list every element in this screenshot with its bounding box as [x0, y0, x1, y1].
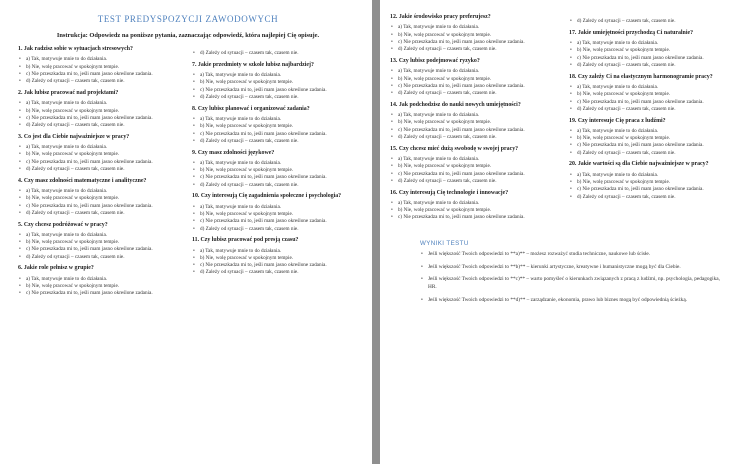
- page-1-left-column: [18, 46, 184, 302]
- question-title: 4. Czy masz zdolności matematyczne i analityczne?: [18, 177, 147, 184]
- question-5: [18, 222, 184, 261]
- answer-option-c[interactable]: • c) Nie przeszkadza mi to, jeśli mam jasno określone zadania.: [192, 131, 358, 138]
- answer-option-b[interactable]: • b) Nie, wolę pracować w spokojnym tempie.: [18, 108, 184, 115]
- question-title: 19. Czy interesuje Cię praca z ludźmi?: [569, 117, 666, 124]
- question-title: 16. Czy interesują Cię technologie i innowacje?: [390, 189, 509, 196]
- answer-option-b[interactable]: • b) Nie, wolę pracować w spokojnym tempie.: [569, 47, 740, 54]
- document-page-1: [0, 0, 372, 464]
- answer-option-d[interactable]: • d) Zależy od sytuacji – czasem tak, czasem nie.: [569, 194, 740, 201]
- answer-option-a[interactable]: • a) Tak, motywuje mnie to do działania.: [390, 68, 561, 75]
- answer-option-c[interactable]: • c) Nie przeszkadza mi to, jeśli mam jasno określone zadania.: [18, 159, 184, 166]
- answer-option-a[interactable]: • a) Tak, motywuje mnie to do działania.: [569, 40, 740, 47]
- question-2: [18, 90, 184, 129]
- question-12: [390, 14, 561, 53]
- answer-option-d[interactable]: • d) Zależy od sytuacji – czasem tak, czasem nie.: [18, 254, 184, 261]
- answer-option-c[interactable]: • c) Nie przeszkadza mi to, jeśli mam jasno określone zadania.: [18, 115, 184, 122]
- answer-option-d[interactable]: • d) Zależy od sytuacji – czasem tak, czasem nie.: [192, 226, 358, 233]
- answer-option-d[interactable]: • d) Zależy od sytuacji – czasem tak, czasem nie.: [18, 166, 184, 173]
- answer-option-b[interactable]: • b) Nie, wolę pracować w spokojnym tempie.: [569, 179, 740, 186]
- test-results-section: [420, 240, 720, 304]
- instruction-text: Instrukcja: Odpowiedz na poniższe pytania, zaznaczając odpowiedź, która najlepiej Cię opisuje.: [56, 32, 320, 39]
- answer-option-b[interactable]: • b) Nie, wolę pracować w spokojnym tempie.: [18, 64, 184, 71]
- answer-option-b[interactable]: • b) Nie, wolę pracować w spokojnym tempie.: [569, 135, 740, 142]
- question-10: [192, 193, 358, 232]
- question-20: [569, 161, 740, 200]
- answer-option-c[interactable]: • c) Nie przeszkadza mi to, jeśli mam jasno określone zadania.: [18, 203, 184, 210]
- question-title: 12. Jakie środowisko pracy preferujesz?: [390, 14, 491, 20]
- question-title: 1. Jak radzisz sobie w sytuacjach stresowych?: [18, 46, 133, 52]
- answer-option-a[interactable]: • a) Tak, motywuje mnie to do działania.: [390, 200, 561, 207]
- answer-option-a[interactable]: • a) Tak, motywuje mnie to do działania.: [18, 188, 184, 195]
- question-6-continued: [192, 50, 358, 57]
- question-title: 15. Czy chcesz mieć dużą swobodę w swojej pracy?: [390, 145, 519, 152]
- page-2-right-column: [569, 14, 740, 226]
- answer-option-b[interactable]: • b) Nie, wolę pracować w spokojnym tempie.: [390, 76, 561, 83]
- answer-option-c[interactable]: • c) Nie przeszkadza mi to, jeśli mam jasno określone zadania.: [569, 99, 740, 106]
- answer-option-a[interactable]: • a) Tak, motywuje mnie to do działania.: [192, 160, 358, 167]
- answer-option-d[interactable]: • d) Zależy od sytuacji – czasem tak, czasem nie.: [390, 178, 561, 185]
- question-11: [192, 237, 358, 276]
- answer-option-b[interactable]: • b) Nie, wolę pracować w spokojnym tempie.: [192, 255, 358, 262]
- answer-option-a[interactable]: • a) Tak, motywuje mnie to do działania.: [192, 204, 358, 211]
- question-title: 6. Jakie role pełnisz w grupie?: [18, 265, 94, 272]
- question-title: 13. Czy lubisz podejmować ryzyko?: [390, 57, 480, 64]
- question-17: [569, 30, 740, 69]
- answer-option-c[interactable]: • c) Nie przeszkadza mi to, jeśli mam jasno określone zadania.: [18, 71, 184, 78]
- question-9: [192, 150, 358, 189]
- question-4: [18, 178, 184, 217]
- answer-option-b[interactable]: • b) Nie, wolę pracować w spokojnym tempie.: [18, 239, 184, 246]
- answer-option-d[interactable]: • d) Zależy od sytuacji – czasem tak, czasem nie.: [390, 46, 561, 53]
- question-15: [390, 146, 561, 185]
- question-title: 14. Jak podchodzisz do nauki nowych umiejętności?: [390, 101, 521, 108]
- answer-option-b[interactable]: • b) Nie, wolę pracować w spokojnym tempie.: [390, 207, 561, 214]
- answer-option-a[interactable]: • a) Tak, motywuje mnie to do działania.: [569, 172, 740, 179]
- answer-option-a[interactable]: • a) Tak, motywuje mnie to do działania.: [18, 100, 184, 107]
- answer-option-d[interactable]: • d) Zależy od sytuacji – czasem tak, czasem nie.: [18, 122, 184, 129]
- answer-option-b[interactable]: • b) Nie, wolę pracować w spokojnym tempie.: [569, 91, 740, 98]
- answer-option-d[interactable]: • d) Zależy od sytuacji – czasem tak, czasem nie.: [569, 106, 740, 113]
- answer-option-b[interactable]: • b) Nie, wolę pracować w spokojnym tempie.: [18, 151, 184, 158]
- answer-option-a[interactable]: • a) Tak, motywuje mnie to do działania.: [192, 116, 358, 123]
- answer-option-a[interactable]: • a) Tak, motywuje mnie to do działania.: [18, 232, 184, 239]
- answer-option-b[interactable]: • b) Nie, wolę pracować w spokojnym tempie.: [18, 195, 184, 202]
- question-title: 11. Czy lubisz pracować pod presją czasu?: [192, 237, 299, 244]
- answer-option-c[interactable]: • c) Nie przeszkadza mi to, jeśli mam jasno określone zadania.: [569, 142, 740, 149]
- answer-option-a[interactable]: • a) Tak, motywuje mnie to do działania.: [390, 24, 561, 31]
- answer-option-d[interactable]: • d) Zależy od sytuacji – czasem tak, czasem nie.: [18, 210, 184, 217]
- page-2-left-column: [390, 14, 561, 226]
- question-18: [569, 74, 740, 113]
- answer-option-d[interactable]: • d) Zależy od sytuacji – czasem tak, czasem nie.: [192, 94, 358, 101]
- question-title: 9. Czy masz zdolności językowe?: [192, 149, 275, 156]
- answer-option-c[interactable]: • c) Nie przeszkadza mi to, jeśli mam jasno określone zadania.: [390, 83, 561, 90]
- answer-option-d[interactable]: • d) Zależy od sytuacji – czasem tak, czasem nie.: [192, 138, 358, 145]
- answer-option-a[interactable]: • a) Tak, motywuje mnie to do działania.: [192, 72, 358, 79]
- answer-option-a[interactable]: • a) Tak, motywuje mnie to do działania.: [18, 56, 184, 63]
- answer-option-b[interactable]: • b) Nie, wolę pracować w spokojnym tempie.: [18, 283, 184, 290]
- answer-option-b[interactable]: • b) Nie, wolę pracować w spokojnym tempie.: [390, 32, 561, 39]
- answer-option-c[interactable]: • c) Nie przeszkadza mi to, jeśli mam jasno określone zadania.: [18, 246, 184, 253]
- question-title: 5. Czy chcesz podróżować w pracy?: [18, 221, 108, 228]
- answer-option-a[interactable]: • a) Tak, motywuje mnie to do działania.: [192, 248, 358, 255]
- answer-option-b[interactable]: • b) Nie, wolę pracować w spokojnym tempie.: [192, 211, 358, 218]
- result-item-c: • Jeśli większość Twoich odpowiedzi to **c)** – warto pomyśleć o kierunkach związanych z pracą z ludźmi, np. psychologia, pedagogika, HR.: [420, 276, 720, 291]
- answer-option-d[interactable]: • d) Zależy od sytuacji – czasem tak, czasem nie.: [18, 78, 184, 85]
- answer-option-c[interactable]: • c) Nie przeszkadza mi to, jeśli mam jasno określone zadania.: [569, 55, 740, 62]
- answer-option-a[interactable]: • a) Tak, motywuje mnie to do działania.: [18, 144, 184, 151]
- answer-option-d[interactable]: • d) Zależy od sytuacji – czasem tak, czasem nie.: [569, 18, 740, 25]
- question-title: 18. Czy zależy Ci na elastycznym harmonogramie pracy?: [569, 73, 713, 80]
- question-title: 3. Co jest dla Ciebie najważniejsze w pracy?: [18, 133, 130, 140]
- question-3: [18, 134, 184, 173]
- question-title: 10. Czy interesują Cię zagadnienia społeczne i psychologia?: [192, 193, 342, 200]
- answer-option-b[interactable]: • b) Nie, wolę pracować w spokojnym tempie.: [192, 123, 358, 130]
- answer-option-d[interactable]: • d) Zależy od sytuacji – czasem tak, czasem nie.: [390, 134, 561, 141]
- answer-option-a[interactable]: • a) Tak, motywuje mnie to do działania.: [390, 112, 561, 119]
- answer-option-c[interactable]: • c) Nie przeszkadza mi to, jeśli mam jasno określone zadania.: [390, 127, 561, 134]
- answer-option-c[interactable]: • c) Nie przeszkadza mi to, jeśli mam jasno określone zadania.: [390, 39, 561, 46]
- answer-option-d[interactable]: • d) Zależy od sytuacji – czasem tak, czasem nie.: [569, 62, 740, 69]
- question-title: 8. Czy lubisz planować i organizować zadania?: [192, 105, 310, 112]
- question-title: 20. Jakie wartości są dla Ciebie najważniejsze w pracy?: [569, 161, 709, 168]
- question-14: [390, 102, 561, 141]
- answer-option-d[interactable]: • d) Zależy od sytuacji – czasem tak, czasem nie.: [192, 269, 358, 276]
- answer-option-a[interactable]: • a) Tak, motywuje mnie to do działania.: [569, 84, 740, 91]
- answer-option-c[interactable]: • c) Nie przeszkadza mi to, jeśli mam jasno określone zadania.: [192, 87, 358, 94]
- answer-option-b[interactable]: • b) Nie, wolę pracować w spokojnym tempie.: [390, 163, 561, 170]
- page-1-right-column: [192, 46, 358, 302]
- question-7: [192, 62, 358, 101]
- document-page-2: [380, 0, 750, 464]
- answer-option-c[interactable]: • c) Nie przeszkadza mi to, jeśli mam jasno określone zadania.: [390, 171, 561, 178]
- question-title: 17. Jakie umiejętności przychodzą Ci naturalnie?: [569, 29, 694, 36]
- question-title: 7. Jakie przedmioty w szkole lubisz najbardziej?: [192, 61, 314, 68]
- document-title: TEST PREDYSPOZYCJI ZAWODOWYCH: [97, 14, 279, 24]
- answer-option-d[interactable]: • d) Zależy od sytuacji – czasem tak, czasem nie.: [569, 150, 740, 157]
- answer-option-a[interactable]: • a) Tak, motywuje mnie to do działania.: [18, 276, 184, 283]
- question-6: [18, 265, 184, 297]
- answer-option-c[interactable]: • c) Nie przeszkadza mi to, jeśli mam jasno określone zadania.: [192, 262, 358, 269]
- question-title: 2. Jak lubisz pracować nad projektami?: [18, 89, 119, 96]
- answer-option-d[interactable]: • d) Zależy od sytuacji – czasem tak, czasem nie.: [192, 182, 358, 189]
- answer-option-b[interactable]: • b) Nie, wolę pracować w spokojnym tempie.: [192, 167, 358, 174]
- answer-option-a[interactable]: • a) Tak, motywuje mnie to do działania.: [390, 156, 561, 163]
- answer-option-b[interactable]: • b) Nie, wolę pracować w spokojnym tempie.: [192, 79, 358, 86]
- results-heading: WYNIKI TESTU: [420, 240, 469, 248]
- answer-option-c[interactable]: • c) Nie przeszkadza mi to, jeśli mam jasno określone zadania.: [18, 290, 184, 297]
- question-19: [569, 118, 740, 157]
- answer-option-c[interactable]: • c) Nie przeszkadza mi to, jeśli mam jasno określone zadania.: [192, 218, 358, 225]
- answer-option-c[interactable]: • c) Nie przeszkadza mi to, jeśli mam jasno określone zadania.: [192, 174, 358, 181]
- answer-option-d[interactable]: • d) Zależy od sytuacji – czasem tak, czasem nie.: [192, 50, 358, 57]
- question-16: [390, 190, 561, 222]
- answer-option-a[interactable]: • a) Tak, motywuje mnie to do działania.: [569, 128, 740, 135]
- result-item-a: • Jeśli większość Twoich odpowiedzi to **a)** – możesz rozważyć studia techniczne, naukowe lub ścisłe.: [420, 251, 720, 259]
- answer-option-c[interactable]: • c) Nie przeszkadza mi to, jeśli mam jasno określone zadania.: [569, 186, 740, 193]
- question-8: [192, 106, 358, 145]
- answer-option-c[interactable]: • c) Nie przeszkadza mi to, jeśli mam jasno określone zadania.: [390, 214, 561, 221]
- result-item-b: • Jeśli większość Twoich odpowiedzi to **b)** – kierunki artystyczne, kreatywne i humanistyczne mogą być dla Ciebie.: [420, 264, 720, 272]
- result-item-d: • Jeśli większość Twoich odpowiedzi to **d)** – zarządzanie, ekonomia, prawo lub biznes mogą być odpowiednią ścieżką.: [420, 297, 720, 305]
- question-1: [18, 46, 184, 85]
- answer-option-d[interactable]: • d) Zależy od sytuacji – czasem tak, czasem nie.: [390, 90, 561, 97]
- question-16-continued: [569, 18, 740, 25]
- question-13: [390, 58, 561, 97]
- answer-option-b[interactable]: • b) Nie, wolę pracować w spokojnym tempie.: [390, 119, 561, 126]
